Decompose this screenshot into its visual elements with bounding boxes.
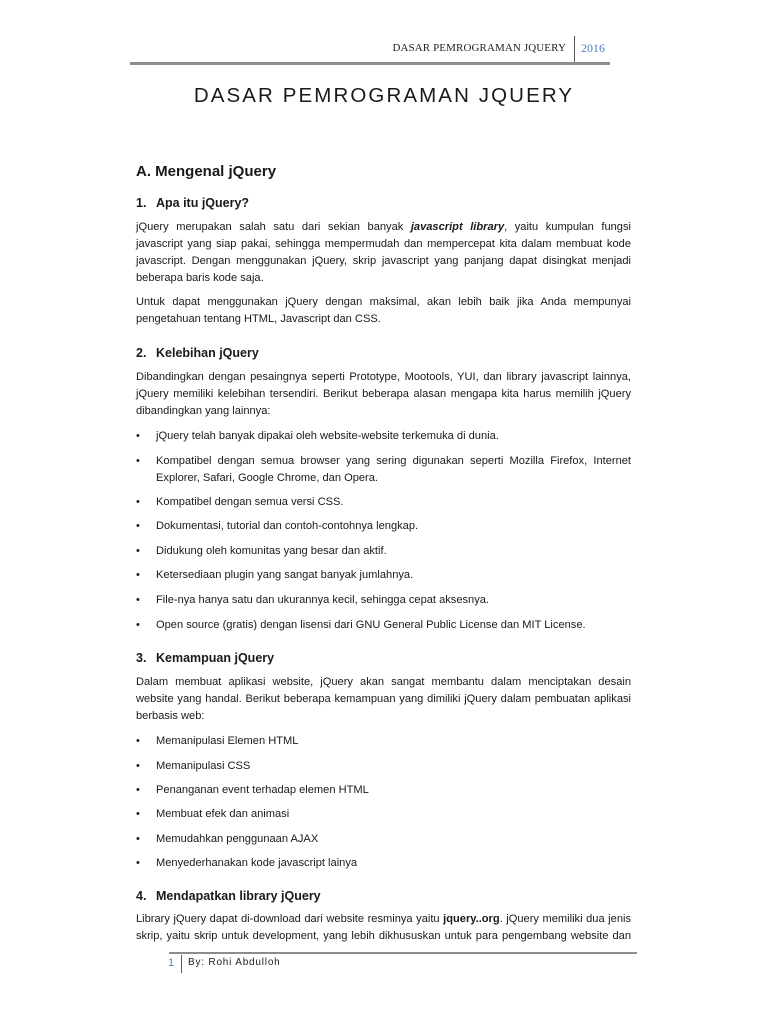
text-span: jQuery merupakan salah satu dari sekian banyak bbox=[136, 221, 411, 233]
footer-divider bbox=[181, 955, 182, 973]
list-item-text: Didukung oleh komunitas yang besar dan aktif. bbox=[156, 545, 387, 557]
list-item bbox=[136, 567, 631, 584]
paragraph-line: javascript yang siap pakai, sehingga mempermudah dan mempercepat kita dalam membuat kode bbox=[136, 238, 631, 250]
subsection-3-title: Kemampuan jQuery bbox=[156, 651, 275, 665]
bullet-icon: • bbox=[136, 808, 140, 820]
subsection-2-title: Kelebihan jQuery bbox=[156, 346, 259, 360]
bullet-icon: • bbox=[136, 760, 140, 772]
subsection-1-paragraph-2 bbox=[136, 294, 631, 328]
subsection-4-paragraph bbox=[136, 911, 631, 945]
paragraph-line: Dalam membuat aplikasi website, jQuery akan sangat membantu dalam menciptakan desain bbox=[136, 676, 631, 688]
list-item bbox=[136, 494, 631, 511]
list-item-text: Penanganan event terhadap elemen HTML bbox=[156, 784, 369, 796]
text-span: , yaitu kumpulan fungsi bbox=[504, 221, 631, 233]
bullet-icon: • bbox=[136, 594, 140, 606]
subsection-1-heading bbox=[136, 196, 249, 210]
bullet-icon: • bbox=[136, 857, 140, 869]
text-span: . jQuery memiliki dua jenis bbox=[499, 913, 631, 925]
list-item-text: Dokumentasi, tutorial dan contoh-contohnya lengkap. bbox=[156, 520, 419, 532]
jquery-site-emphasis: jquery..org bbox=[443, 913, 500, 925]
list-item-text: Memanipulasi CSS bbox=[156, 760, 251, 772]
list-item bbox=[136, 758, 631, 775]
subsection-1-paragraph-1 bbox=[136, 219, 631, 287]
bullet-icon: • bbox=[136, 545, 140, 557]
paragraph-line: skrip, yaitu skrip untuk development, yang lebih dikhususkan untuk para pengembang website dan bbox=[136, 930, 631, 942]
bullet-icon: • bbox=[136, 496, 140, 508]
list-item-text: Memanipulasi Elemen HTML bbox=[156, 735, 299, 747]
list-item bbox=[136, 592, 631, 609]
list-item-text: Ketersediaan plugin yang sangat banyak jumlahnya. bbox=[156, 569, 414, 581]
list-item-text: Open source (gratis) dengan lisensi dari GNU General Public License dan MIT License. bbox=[156, 619, 586, 631]
paragraph-line: berbasis web: bbox=[136, 710, 205, 722]
list-item bbox=[136, 453, 631, 487]
list-item-text bbox=[156, 453, 631, 487]
subsection-1-title: Apa itu jQuery? bbox=[156, 196, 250, 210]
paragraph-line: website yang handal. Berikut beberapa kemampuan yang dimiliki jQuery dalam pembuatan aplikasi bbox=[136, 693, 631, 705]
list-item bbox=[136, 855, 631, 872]
list-item bbox=[136, 806, 631, 823]
list-item-line: Explorer, Safari, Google Chrome, dan Opera. bbox=[156, 472, 378, 484]
paragraph-line: beberapa baris kode saja. bbox=[136, 272, 264, 284]
section-a-heading: A. Mengenal jQuery bbox=[136, 163, 277, 180]
paragraph-line bbox=[136, 911, 631, 928]
paragraph-line: Untuk dapat menggunakan jQuery dengan maksimal, akan lebih baik jika Anda mempunyai bbox=[136, 296, 631, 308]
subsection-4-heading bbox=[136, 889, 321, 903]
subsection-2-heading bbox=[136, 346, 259, 360]
list-item-text: jQuery telah banyak dipakai oleh website-website terkemuka di dunia. bbox=[156, 430, 499, 442]
bullet-icon: • bbox=[136, 735, 140, 747]
paragraph-line bbox=[136, 219, 631, 236]
list-item-text: Kompatibel dengan semua versi CSS. bbox=[156, 496, 344, 508]
text-span: Library jQuery dapat di-download dari website resminya yaitu bbox=[136, 913, 444, 925]
subsection-3-number: 3. bbox=[136, 651, 147, 665]
subsection-1-number: 1. bbox=[136, 196, 147, 210]
list-item-text: File-nya hanya satu dan ukurannya kecil, sehingga cepat aksesnya. bbox=[156, 594, 490, 606]
list-item bbox=[136, 543, 631, 560]
paragraph-line: jQuery memiliki kelebihan tersendiri. Berikut beberapa alasan mengapa kita harus memilih jQuery bbox=[136, 388, 631, 400]
bullet-icon: • bbox=[136, 619, 140, 631]
list-item bbox=[136, 617, 631, 634]
list-item bbox=[136, 831, 631, 848]
paragraph-line: Dibandingkan dengan pesaingnya seperti Prototype, Mootools, YUI, dan library javascript lainnya, bbox=[136, 371, 631, 383]
footer-rule bbox=[169, 952, 637, 954]
javascript-library-emphasis: javascript library bbox=[410, 221, 505, 233]
subsection-2-paragraph bbox=[136, 369, 631, 420]
header-divider bbox=[574, 36, 575, 62]
list-item bbox=[136, 428, 631, 445]
bullet-icon: • bbox=[136, 784, 140, 796]
list-item bbox=[136, 518, 631, 535]
list-item-text: Membuat efek dan animasi bbox=[156, 808, 290, 820]
bullet-icon: • bbox=[136, 430, 140, 442]
bullet-icon: • bbox=[136, 520, 140, 532]
subsection-3-heading bbox=[136, 651, 274, 665]
paragraph-line: javascript. Dengan menggunakan jQuery, skrip javascript yang panjang dapat disingkat menjadi bbox=[136, 255, 631, 267]
paragraph-line: pengetahuan tentang HTML, Javascript dan CSS. bbox=[136, 313, 381, 325]
bullet-icon: • bbox=[136, 833, 140, 845]
list-item bbox=[136, 782, 631, 799]
bullet-icon: • bbox=[136, 569, 140, 581]
subsection-4-number: 4. bbox=[136, 889, 147, 903]
list-item bbox=[136, 733, 631, 750]
header-year: 2016 bbox=[581, 41, 605, 55]
document-title: DASAR PEMROGRAMAN JQUERY bbox=[193, 84, 575, 107]
subsection-4-title: Mendapatkan library jQuery bbox=[156, 889, 321, 903]
running-header-title: DASAR PEMROGRAMAN JQUERY bbox=[392, 42, 566, 54]
subsection-3-paragraph bbox=[136, 674, 631, 725]
bullet-icon: • bbox=[136, 455, 140, 467]
header-rule bbox=[130, 62, 610, 65]
footer-author: By: Rohi Abdulloh bbox=[188, 957, 281, 968]
subsection-2-number: 2. bbox=[136, 346, 147, 360]
list-item-text: Memudahkan penggunaan AJAX bbox=[156, 833, 319, 845]
list-item-text: Menyederhanakan kode javascript lainya bbox=[156, 857, 358, 869]
list-item-line: Kompatibel dengan semua browser yang sering digunakan seperti Mozilla Firefox, Internet bbox=[156, 455, 631, 467]
page-number: 1 bbox=[168, 957, 175, 969]
paragraph-line: dibandingkan yang lainnya: bbox=[136, 405, 271, 417]
